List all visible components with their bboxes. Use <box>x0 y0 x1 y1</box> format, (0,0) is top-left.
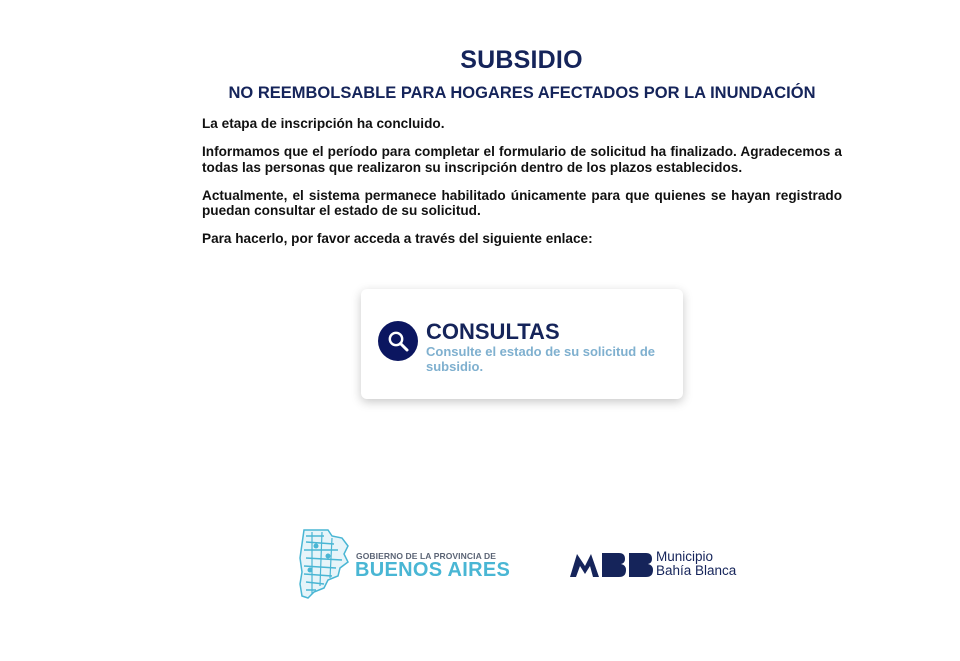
page-title: SUBSIDIO <box>460 46 583 74</box>
consultas-card-link[interactable] <box>361 289 683 399</box>
pba-logo-line1: GOBIERNO DE LA PROVINCIA DE <box>356 551 496 561</box>
page-subtitle: NO REEMBOLSABLE PARA HOGARES AFECTADOS POR LA INUNDACIÓN <box>228 84 816 102</box>
info-paragraph: Para hacerlo, por favor acceda a través del siguiente enlace: <box>202 231 593 246</box>
mbb-monogram-icon <box>569 550 653 580</box>
info-paragraph: Actualmente, el sistema permanece habilitado únicamente para que quienes se hayan registrado puedan consultar el estado de su solicitud. <box>202 187 842 218</box>
mbb-logo-line2: Bahía Blanca <box>656 563 737 578</box>
card-title: CONSULTAS <box>426 319 560 344</box>
buenos-aires-map-icon <box>298 528 350 600</box>
pba-logo-line2: BUENOS AIRES <box>355 559 511 581</box>
info-content <box>202 116 842 259</box>
mbb-logo-line1: Municipio <box>656 549 714 564</box>
info-paragraph: Informamos que el período para completar el formulario de solicitud ha finalizado. Agradecemos a todas las personas que realizaron su inscripción dentro de los plazos establecidos. <box>202 144 842 175</box>
municipio-bahia-blanca-logo <box>569 548 739 582</box>
provincia-buenos-aires-logo <box>298 528 511 600</box>
search-icon <box>378 321 418 361</box>
card-description: Consulte el estado de su solicitud de subsidio. <box>426 344 655 374</box>
mbb-logo-text <box>656 550 736 578</box>
info-paragraph: La etapa de inscripción ha concluido. <box>202 116 445 131</box>
